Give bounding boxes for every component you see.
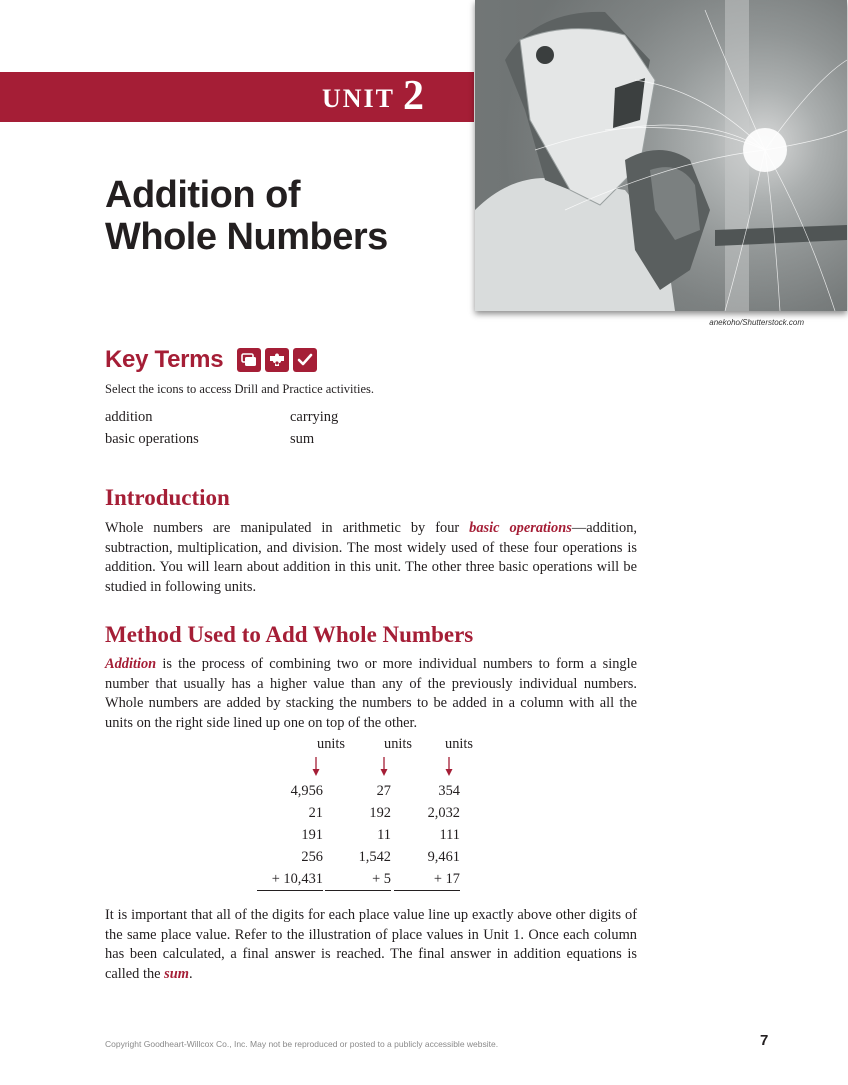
key-terms-instruction: Select the icons to access Drill and Practice activities. bbox=[105, 382, 375, 396]
addend: 2,032 bbox=[427, 805, 460, 821]
down-arrow-icon bbox=[445, 757, 453, 777]
key-term[interactable]: basic operations bbox=[105, 431, 199, 447]
addend-last: + 10,431 bbox=[257, 868, 323, 891]
addend: 256 bbox=[301, 849, 323, 865]
text-run: . bbox=[188, 965, 193, 982]
text-run: —addition, subtraction, multiplication, and division. The most widely used of these four operations is addition. You will learn about addition in this unit. The other three basic operations will be studied in following units. bbox=[105, 520, 637, 595]
unit-number: 2 bbox=[403, 73, 424, 119]
photo-credit: anekoho/Shutterstock.com bbox=[709, 318, 804, 327]
unit-banner bbox=[0, 72, 474, 122]
text-run: is the process of combining two or more individual numbers to form a single number that usually has a higher value than any of the previously individual numbers. Whole numbers are added by stacking the numbers to be added in a column with all the units on the right side lined up one on top of the other. bbox=[105, 656, 637, 731]
down-arrow-icon bbox=[380, 757, 388, 777]
chapter-title bbox=[105, 174, 388, 258]
method-paragraph-2 bbox=[105, 906, 637, 984]
down-arrow-icon bbox=[312, 757, 320, 777]
method-paragraph bbox=[105, 655, 637, 733]
addend: 27 bbox=[376, 783, 391, 799]
addend-list bbox=[394, 780, 460, 891]
addend: 192 bbox=[369, 805, 391, 821]
addend: 191 bbox=[301, 827, 323, 843]
welder-photo bbox=[475, 0, 847, 311]
page-number: 7 bbox=[760, 1032, 769, 1049]
addend: 354 bbox=[438, 783, 460, 799]
addend: 111 bbox=[439, 827, 460, 843]
units-label: units bbox=[384, 736, 412, 752]
addend-last: + 17 bbox=[394, 868, 460, 891]
addend: 1,542 bbox=[358, 849, 391, 865]
term-basic-operations[interactable]: basic operations bbox=[469, 520, 572, 536]
key-terms-list bbox=[105, 408, 450, 448]
method-heading: Method Used to Add Whole Numbers bbox=[105, 622, 474, 647]
term-addition[interactable]: Addition bbox=[105, 656, 157, 672]
text-run: It is important that all of the digits for each place value line up exactly above other digits of the same place value. Refer to the illustration of place values in Unit 1. Once each column has been calculated, a final answer is reached. The final answer in addition equations is called the bbox=[105, 907, 637, 982]
introduction-paragraph bbox=[105, 519, 637, 597]
welder-illustration bbox=[475, 0, 847, 311]
key-terms-title: Key Terms bbox=[105, 346, 224, 373]
checkmark-icon[interactable] bbox=[293, 348, 317, 372]
units-label: units bbox=[317, 736, 345, 752]
text-run: Whole numbers are manipulated in arithmetic by four bbox=[105, 520, 470, 536]
unit-label bbox=[321, 73, 424, 119]
addend: 21 bbox=[308, 805, 323, 821]
addition-columns-figure bbox=[255, 736, 495, 886]
key-terms-header bbox=[105, 346, 317, 374]
addend-list bbox=[325, 780, 391, 891]
key-term[interactable]: sum bbox=[290, 431, 315, 447]
key-term[interactable]: carrying bbox=[290, 409, 339, 425]
drill-practice-icons bbox=[237, 348, 317, 372]
unit-word: UNIT bbox=[321, 84, 395, 113]
addend: 9,461 bbox=[427, 849, 460, 865]
addend: 11 bbox=[377, 827, 391, 843]
introduction-heading: Introduction bbox=[105, 485, 230, 510]
chapter-title-line1: Addition of bbox=[105, 174, 300, 216]
units-label: units bbox=[445, 736, 473, 752]
addend: 4,956 bbox=[290, 783, 323, 799]
term-sum[interactable]: sum bbox=[164, 965, 189, 982]
flashcards-icon[interactable] bbox=[237, 348, 261, 372]
chapter-title-line2: Whole Numbers bbox=[105, 216, 388, 258]
addend-last: + 5 bbox=[325, 868, 391, 891]
copyright-notice: Copyright Goodheart-Willcox Co., Inc. May not be reproduced or posted to a publicly accessible website. bbox=[105, 1039, 499, 1049]
key-term[interactable]: addition bbox=[105, 409, 153, 425]
puzzle-icon[interactable] bbox=[265, 348, 289, 372]
addend-list bbox=[257, 780, 323, 891]
